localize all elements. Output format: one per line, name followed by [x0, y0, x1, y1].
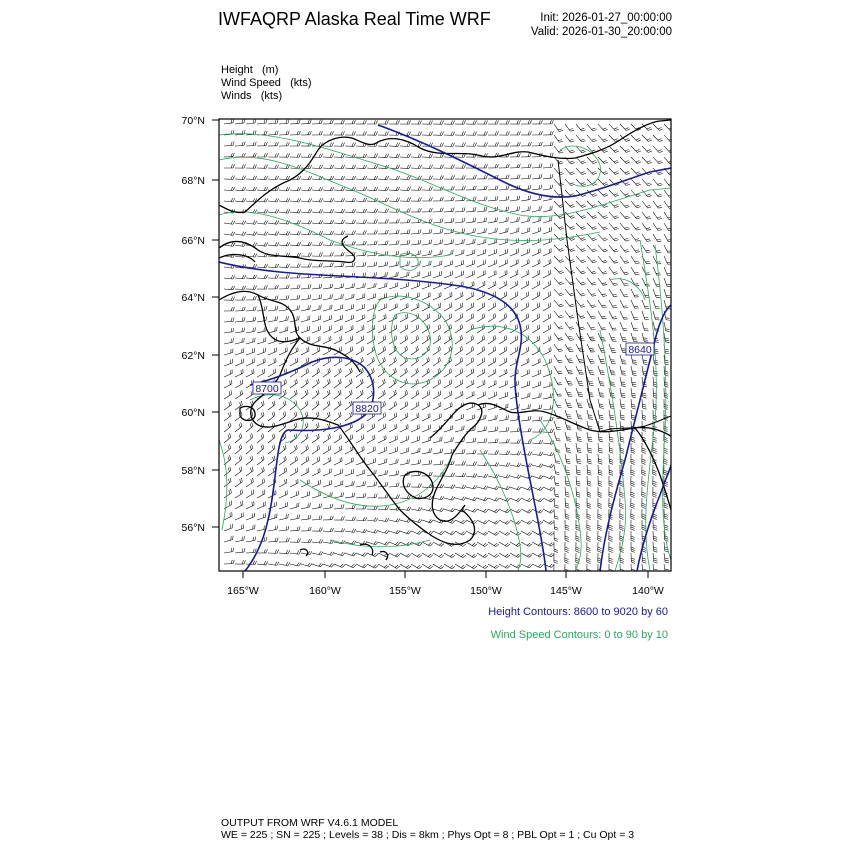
wind-contour — [300, 460, 450, 506]
lat-ticks — [212, 120, 219, 527]
coastline-st-lawrence — [219, 255, 255, 262]
lat-label: 56°N — [181, 522, 205, 534]
wind-contour — [219, 440, 227, 530]
coastline-cook-inlet — [430, 403, 482, 455]
wind-contour — [250, 395, 303, 443]
wind-contour-note: Wind Speed Contours: 0 to 90 by 10 — [490, 629, 668, 641]
wind-contour — [610, 279, 645, 300]
coastline-seward — [219, 236, 355, 262]
lat-label: 66°N — [181, 235, 205, 247]
footer-model: OUTPUT FROM WRF V4.6.1 MODEL — [221, 817, 399, 829]
wind-contour — [219, 157, 600, 240]
lat-labels — [182, 115, 205, 534]
wind-contour — [655, 245, 671, 560]
field-name: Height — [221, 64, 253, 76]
lon-label: 155°W — [389, 585, 421, 597]
lat-label: 62°N — [181, 350, 205, 362]
contour-label-8820: 8820 — [355, 403, 379, 415]
wind-contour — [392, 313, 431, 359]
valid-time: Valid: 2026-01-30_20:00:00 — [530, 26, 672, 38]
coastline-norton — [219, 291, 360, 372]
lon-label: 150°W — [470, 585, 502, 597]
field-unit: (kts) — [290, 77, 312, 89]
lat-label: 58°N — [181, 465, 205, 477]
lon-label: 165°W — [227, 585, 259, 597]
lon-label: 140°W — [632, 585, 664, 597]
lon-ticks — [243, 571, 648, 578]
lon-labels — [227, 585, 664, 597]
wind-contour — [219, 212, 450, 258]
contour-label-8640: 8640 — [628, 344, 652, 356]
field-unit: (m) — [261, 64, 279, 76]
field-unit: (kts) — [260, 90, 283, 102]
height-contour-note: Height Contours: 8600 to 9020 by 60 — [488, 606, 668, 618]
lat-label: 68°N — [181, 175, 205, 187]
lon-label: 160°W — [309, 585, 341, 597]
contour-labels — [253, 343, 654, 415]
coastline-peninsula — [338, 425, 475, 544]
wind-contour — [480, 450, 521, 571]
field-name: Winds — [221, 90, 252, 102]
lon-label: 145°W — [550, 585, 582, 597]
footer-config: WE = 225 ; SN = 225 ; Levels = 38 ; Dis = 8km ; Phys Opt = 8 ; PBL Opt = 1 ; Cu Opt = 3 — [221, 829, 635, 841]
init-time: Init: 2026-01-27_00:00:00 — [540, 12, 672, 24]
lat-label: 70°N — [181, 115, 205, 127]
coastline-chukchi — [219, 205, 245, 213]
map-title: IWFAQRP Alaska Real Time WRF — [218, 9, 491, 29]
field-name: Wind Speed — [221, 77, 281, 89]
wind-contour — [540, 420, 581, 571]
lat-label: 60°N — [181, 407, 205, 419]
lat-label: 64°N — [181, 292, 205, 304]
contour-label-8700: 8700 — [255, 383, 279, 395]
coastlines — [219, 120, 671, 560]
